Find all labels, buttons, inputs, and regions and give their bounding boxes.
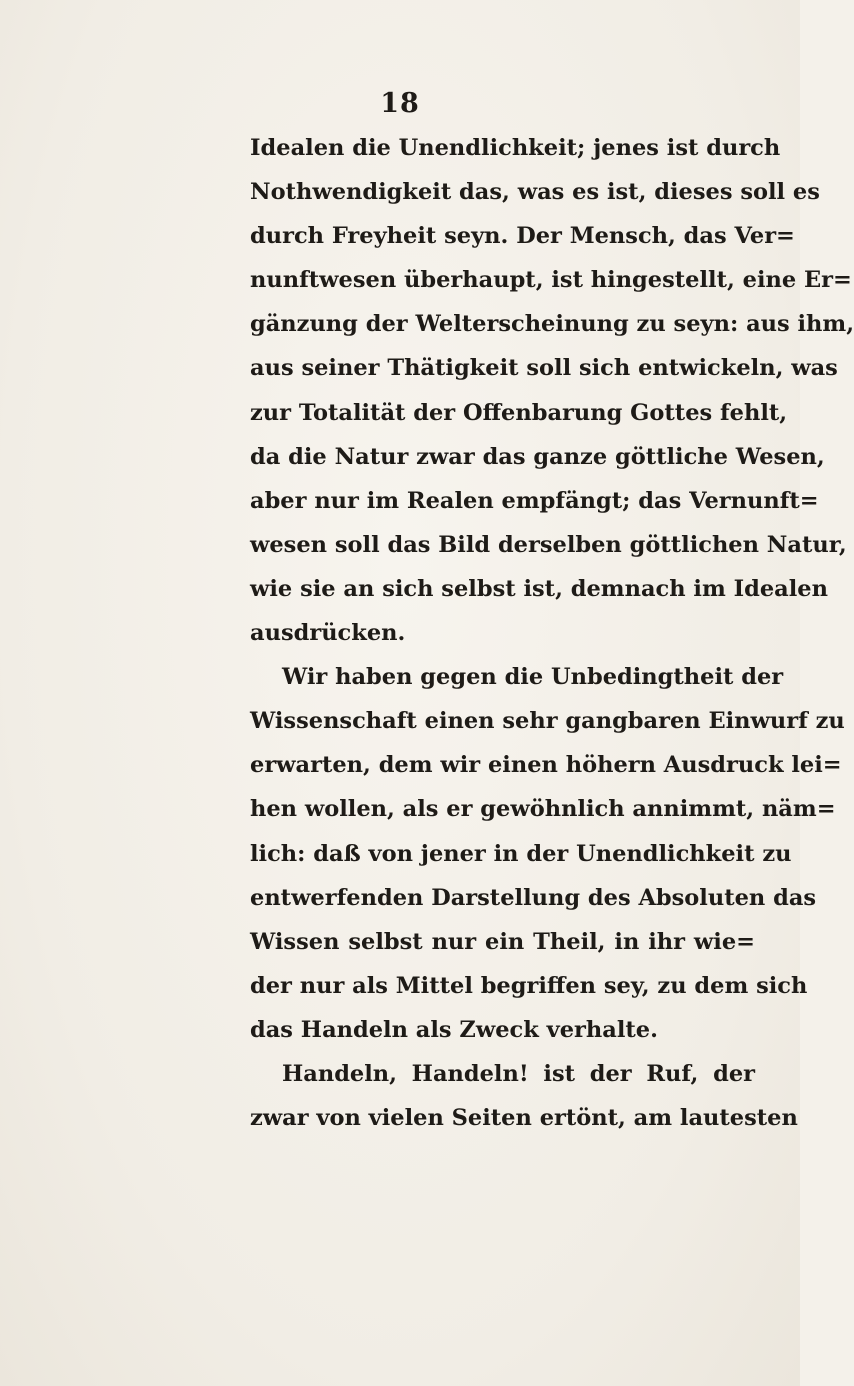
text-line: nunftwesen überhaupt, ist hingestellt, eine Er= xyxy=(250,267,852,294)
text-line: Nothwendigkeit das, was es ist, dieses soll es xyxy=(250,179,820,206)
text-line: zur Totalität der Offenbarung Gottes fehlt, xyxy=(250,399,788,426)
page-number: 18 xyxy=(380,88,420,119)
text-line: das Handeln als Zweck verhalte. xyxy=(250,1016,658,1043)
text-line: erwarten, dem wir einen höhern Ausdruck lei= xyxy=(250,752,842,779)
text-line: gänzung der Welterscheinung zu seyn: aus ihm, xyxy=(250,311,854,338)
text-line: lich: daß von jener in der Unendlichkeit zu xyxy=(250,840,792,867)
text-line: Idealen die Unendlichkeit; jenes ist durch xyxy=(250,135,781,161)
text-line: Wissen selbst nur ein Theil, in ihr wie= xyxy=(250,928,755,955)
text-line: Handeln, Handeln! ist der Ruf, der xyxy=(282,1060,755,1087)
text-line: aber nur im Realen empfängt; das Vernunft= xyxy=(250,487,819,514)
text-line: hen wollen, als er gewöhnlich annimmt, näm= xyxy=(250,796,836,823)
text-line: wie sie an sich selbst ist, demnach im Idealen xyxy=(250,575,828,602)
body-text xyxy=(250,126,854,1140)
text-line: da die Natur zwar das ganze göttliche Wesen, xyxy=(250,443,825,470)
text-line: aus seiner Thätigkeit soll sich entwickeln, was xyxy=(250,355,838,382)
text-line: entwerfenden Darstellung des Absoluten das xyxy=(250,884,817,911)
text-line: wesen soll das Bild derselben göttlichen Natur, xyxy=(250,531,847,558)
text-line: der nur als Mittel begriffen sey, zu dem sich xyxy=(250,972,808,999)
text-line: Wir haben gegen die Unbedingtheit der xyxy=(282,664,784,691)
text-line: zwar von vielen Seiten ertönt, am lautesten xyxy=(250,1105,798,1132)
text-line: durch Freyheit seyn. Der Mensch, das Ver= xyxy=(250,223,795,250)
text-line: Wissenschaft einen sehr gangbaren Einwurf zu xyxy=(250,708,845,735)
text-line: ausdrücken. xyxy=(250,620,406,647)
